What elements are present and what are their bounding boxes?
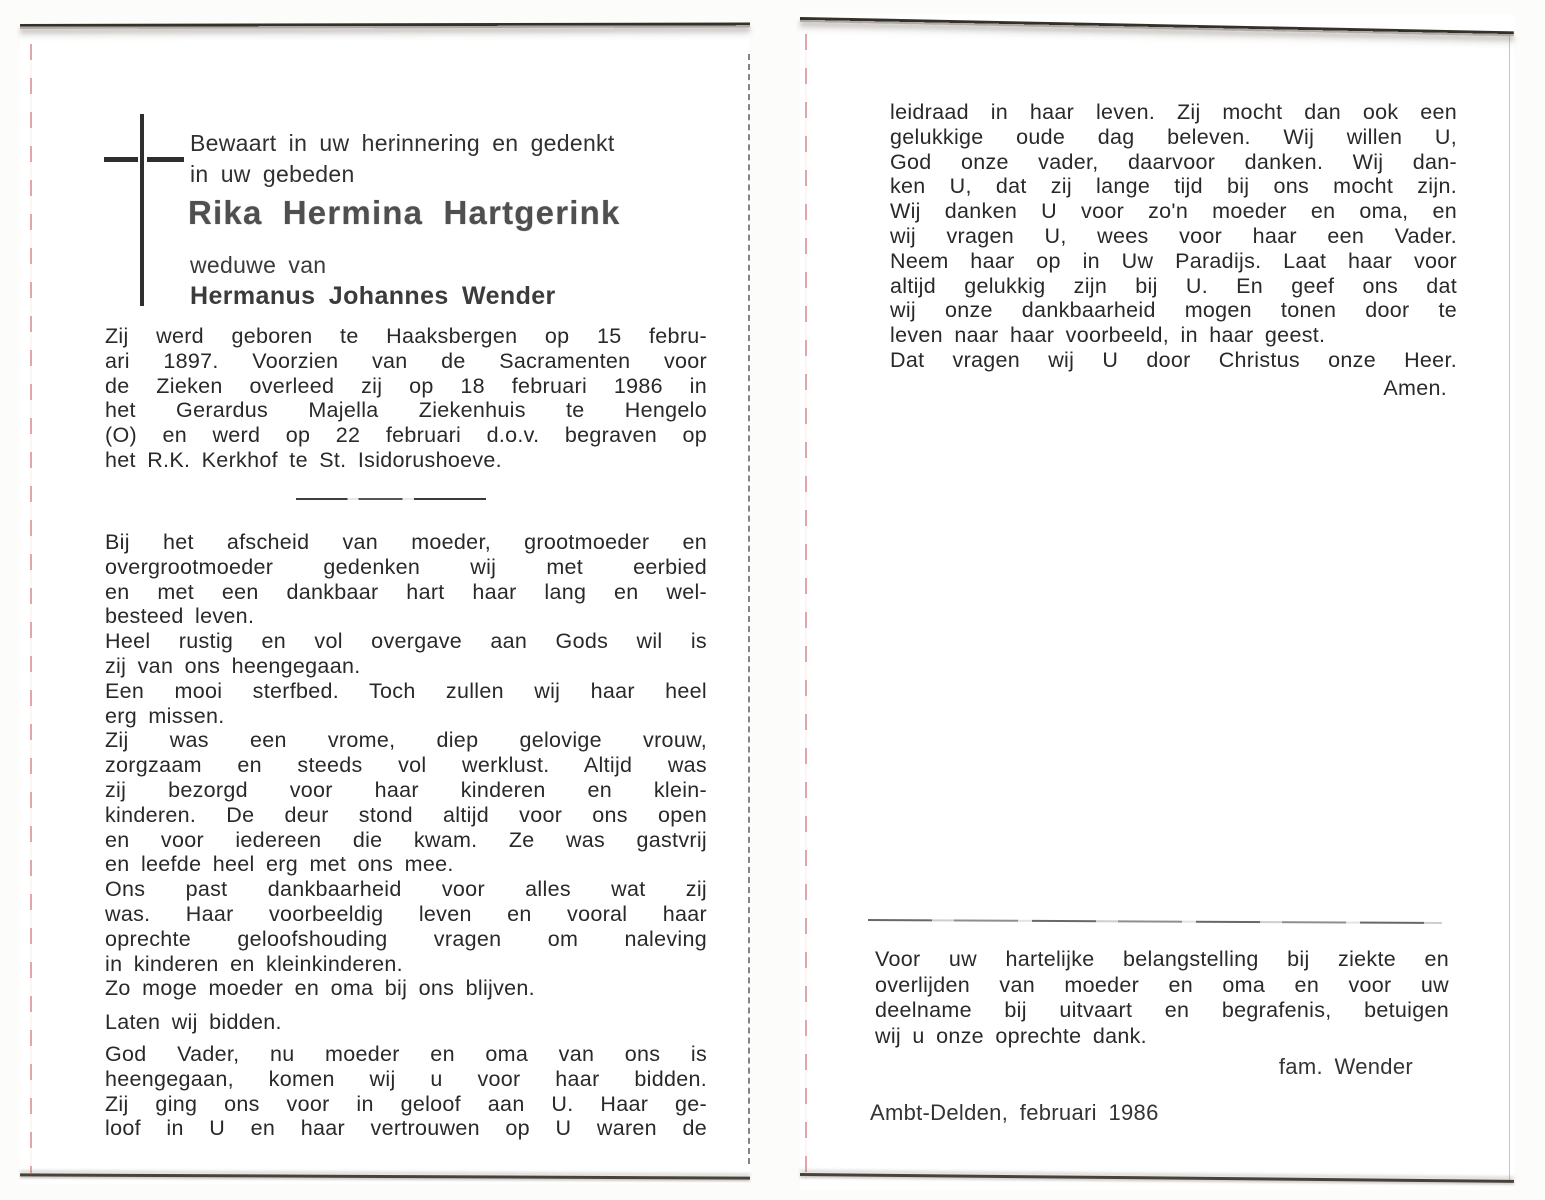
bio-paragraph bbox=[105, 324, 707, 473]
text-line: Bewaart in uw herinnering en gedenkt bbox=[190, 130, 615, 156]
prayer-text bbox=[105, 1042, 707, 1141]
relation-label: weduwe van bbox=[190, 252, 327, 278]
text-line: oprechte geloofshouding vragen om naleving bbox=[105, 926, 707, 951]
text-line: Zij werd geboren te Haaksbergen op 15 febru- bbox=[105, 324, 707, 348]
text-line: Heel rustig en vol overgave aan Gods wil is bbox=[105, 629, 707, 654]
text-line: kinderen. De deur stond altijd voor ons open bbox=[105, 802, 707, 827]
cross-arm-left bbox=[104, 157, 138, 162]
scan-pink-line bbox=[30, 44, 32, 1174]
text-line: in kinderen en kleinkinderen. bbox=[105, 951, 403, 976]
scan-bottom-edge bbox=[20, 1173, 750, 1179]
text-line: gelukkige oude dag beleven. Wij willen U, bbox=[890, 124, 1457, 149]
text-line: en voor iedereen die kwam. Ze was gastvrij bbox=[105, 827, 707, 852]
text-line: de Zieken overleed zij op 18 februari 1986 in bbox=[105, 373, 707, 398]
scan-pink-line bbox=[805, 34, 807, 1180]
scan-top-edge bbox=[20, 22, 750, 29]
spouse-name: Hermanus Johannes Wender bbox=[190, 282, 556, 310]
text-line: en met een dankbaar hart haar lang en wel- bbox=[105, 579, 707, 604]
text-line: het R.K. Kerkhof te St. Isidorushoeve. bbox=[105, 447, 502, 472]
scan-top-edge bbox=[800, 17, 1514, 36]
text-line: erg missen. bbox=[105, 703, 225, 728]
text-line: wij u onze oprechte dank. bbox=[875, 1023, 1147, 1048]
memorial-text bbox=[105, 530, 707, 1001]
text-line: overgrootmoeder gedenken wij met eerbied bbox=[105, 554, 707, 579]
paragraph bbox=[105, 530, 707, 629]
deceased-name: Rika Hermina Hartgerink bbox=[188, 194, 621, 231]
paragraph bbox=[105, 728, 707, 877]
closing-divider bbox=[868, 919, 1442, 924]
text-line: Zij was een vrome, diep gelovige vrouw, bbox=[105, 728, 707, 753]
text-line: zij bezorgd voor haar kinderen en klein- bbox=[105, 777, 707, 802]
card-page-left bbox=[20, 24, 750, 1184]
text-line: leven naar haar voorbeeld, in haar geest. bbox=[890, 323, 1326, 348]
cross-vertical-bar bbox=[140, 114, 144, 306]
text-line: (O) en werd op 22 februari d.o.v. begraven op bbox=[105, 423, 707, 448]
paragraph bbox=[105, 679, 707, 729]
family-signature bbox=[875, 1054, 1431, 1079]
thanks-paragraph bbox=[875, 947, 1449, 1049]
text-line: Een mooi sterfbed. Toch zullen wij haar heel bbox=[105, 678, 707, 703]
paragraph bbox=[105, 877, 707, 976]
card-page-right bbox=[800, 14, 1514, 1190]
text-line: ari 1897. Voorzien van de Sacramenten voor bbox=[105, 348, 707, 373]
paragraph bbox=[105, 629, 707, 679]
section-divider bbox=[296, 498, 486, 500]
text-line: Bij het afscheid van moeder, grootmoeder en bbox=[105, 530, 707, 554]
text-line: Zij ging ons voor in geloof aan U. Haar ge- bbox=[105, 1091, 707, 1116]
text-line: en leefde heel erg met ons mee. bbox=[105, 852, 454, 877]
text-line: zorgzaam en steeds vol werklust. Altijd was bbox=[105, 753, 707, 778]
place-date: Ambt-Delden, februari 1986 bbox=[870, 1100, 1159, 1125]
amen-text bbox=[890, 376, 1447, 401]
text-line: het Gerardus Majella Ziekenhuis te Hengelo bbox=[105, 398, 707, 423]
text-line: was. Haar voorbeeldig leven en vooral haar bbox=[105, 901, 707, 926]
prayer-closing bbox=[890, 348, 1457, 373]
text-line: Voor uw hartelijke belangstelling bij ziekte en bbox=[875, 947, 1449, 971]
text-line: Ons past dankbaarheid voor alles wat zij bbox=[105, 877, 707, 902]
text-line: altijd gelukkig zijn bij U. En geef ons dat bbox=[890, 273, 1457, 298]
text-line: ken U, dat zij lange tijd bij ons mocht zijn. bbox=[890, 174, 1457, 199]
scan-right-edge bbox=[1509, 34, 1510, 1180]
text-line: Zo moge moeder en oma bij ons blijven. bbox=[105, 976, 535, 1001]
text-line: overlijden van moeder en oma en voor uw bbox=[875, 972, 1449, 997]
scan-fold-edge bbox=[748, 54, 750, 1164]
text-line: Wij danken U voor zo'n moeder en oma, en bbox=[890, 199, 1457, 224]
cross-arm-right bbox=[147, 157, 184, 162]
text-line: deelname bij uitvaart en begrafenis, betuigen bbox=[875, 998, 1449, 1022]
text-line: God onze vader, daarvoor danken. Wij dan- bbox=[890, 149, 1457, 174]
prayer-invitation: Laten wij bidden. bbox=[105, 1010, 282, 1034]
text-line: wij vragen U, wees voor haar een Vader. bbox=[890, 223, 1457, 248]
scan-bottom-edge bbox=[800, 1173, 1514, 1183]
text-line: besteed leven. bbox=[105, 604, 255, 629]
text-line: Dat vragen wij U door Christus onze Heer. bbox=[890, 348, 1457, 372]
prayer-continuation bbox=[890, 100, 1457, 348]
text-line: zij van ons heengegaan. bbox=[105, 653, 361, 678]
text-line: heengegaan, komen wij u voor haar bidden. bbox=[105, 1066, 707, 1091]
paragraph bbox=[105, 976, 707, 1001]
intro-text bbox=[190, 128, 710, 190]
text-line: wij onze dankbaarheid mogen tonen door te bbox=[890, 298, 1457, 323]
text-line: in uw gebeden bbox=[190, 161, 355, 187]
text-line: Amen. bbox=[1383, 376, 1447, 400]
text-line: leidraad in haar leven. Zij mocht dan ook een bbox=[890, 100, 1457, 124]
text-line: loof in U en haar vertrouwen op U waren de bbox=[105, 1116, 707, 1141]
text-line: Neem haar op in Uw Paradijs. Laat haar voor bbox=[890, 248, 1457, 273]
text-line: God Vader, nu moeder en oma van ons is bbox=[105, 1042, 707, 1066]
text-line: fam. Wender bbox=[1278, 1054, 1413, 1079]
